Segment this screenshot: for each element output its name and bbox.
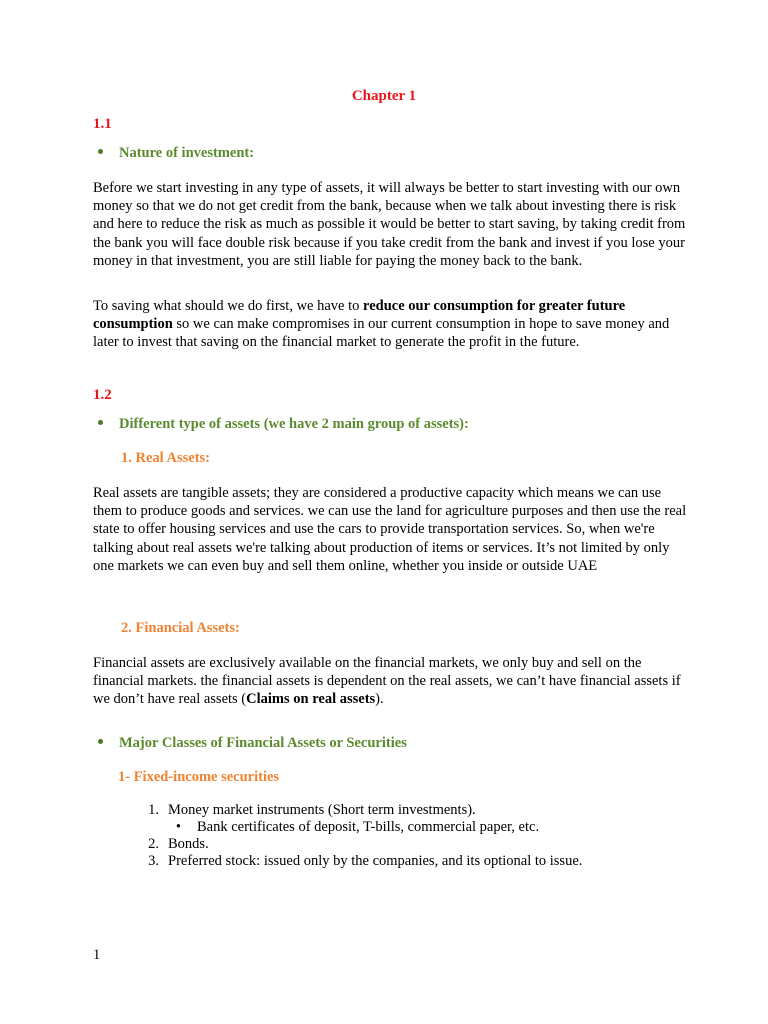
section-number-1-1: 1.1 xyxy=(93,116,112,132)
heading-types-of-assets xyxy=(98,416,469,433)
list-item-text: Money market instruments (Short term investments). xyxy=(168,802,476,818)
heading-real-assets: 1. Real Assets: xyxy=(121,450,211,466)
list-item-text: Preferred stock: issued only by the companies, and its optional to issue. xyxy=(168,853,583,869)
page-number: 1 xyxy=(93,947,101,963)
list-item-text: Bank certificates of deposit, T-bills, commercial paper, etc. xyxy=(197,819,540,835)
paragraph-text: Financial assets are exclusively available on the financial markets, we only buy and sell on the financial markets. the financial assets is dependent on the real assets, we can’t have financial assets if we don’t have real assets ( xyxy=(93,655,681,708)
list-item-text: Bonds. xyxy=(168,836,209,852)
section-number-1-2: 1.2 xyxy=(93,387,112,403)
paragraph-nature-2 xyxy=(93,297,691,352)
paragraph-text: ). xyxy=(375,691,384,708)
bullet-icon xyxy=(98,739,103,744)
list-number: 2. xyxy=(148,836,159,852)
paragraph-real-assets: Real assets are tangible assets; they are considered a productive capacity which means we can use them to produce goods and services. we can use the land for agriculture purposes and then use the real state to offer housing services and use the cars to provide transportation services. So, when we're talking about real assets we're talking about production of items or services. It’s not limited by only one markets we can even buy and sell them online, whether you inside or outside UAE xyxy=(93,485,687,574)
heading-fixed-income: 1- Fixed-income securities xyxy=(118,769,280,785)
emphasis-text: Claims on real assets xyxy=(246,691,376,708)
heading-nature-of-investment xyxy=(98,145,254,162)
bullet-icon xyxy=(98,149,103,154)
paragraph-text: To saving what should we do first, we have to xyxy=(93,298,364,314)
paragraph-text: so we can make compromises in our current consumption in hope to save money and later to invest that saving on the financial market to generate the profit in the future. xyxy=(93,316,670,351)
heading-major-classes xyxy=(98,735,407,752)
heading-text: Nature of investment: xyxy=(119,145,255,161)
list-bullet: • xyxy=(175,819,181,835)
chapter-title: Chapter 1 xyxy=(351,88,417,104)
paragraph-nature-1: Before we start investing in any type of assets, it will always be better to start investing with our own money so that we do not get credit from the bank, because when we talk about investing there is risk and here to reduce the risk as much as possible it would be better to start saving, by taking credit from the bank you will face double risk because if you take credit from the bank and invest if you lose your money in that investment, you are still liable for paying the money back to the bank. xyxy=(93,180,686,269)
list-number: 3. xyxy=(148,853,159,869)
heading-financial-assets: 2. Financial Assets: xyxy=(121,620,240,636)
heading-text: Major Classes of Financial Assets or Securities xyxy=(119,735,407,751)
list-number: 1. xyxy=(148,802,159,818)
paragraph-financial-assets xyxy=(93,654,691,709)
bullet-icon xyxy=(98,420,103,425)
heading-text: Different type of assets (we have 2 main group of assets): xyxy=(119,416,469,432)
emphasis-text: reduce our consumption for greater future consumption xyxy=(93,298,626,333)
